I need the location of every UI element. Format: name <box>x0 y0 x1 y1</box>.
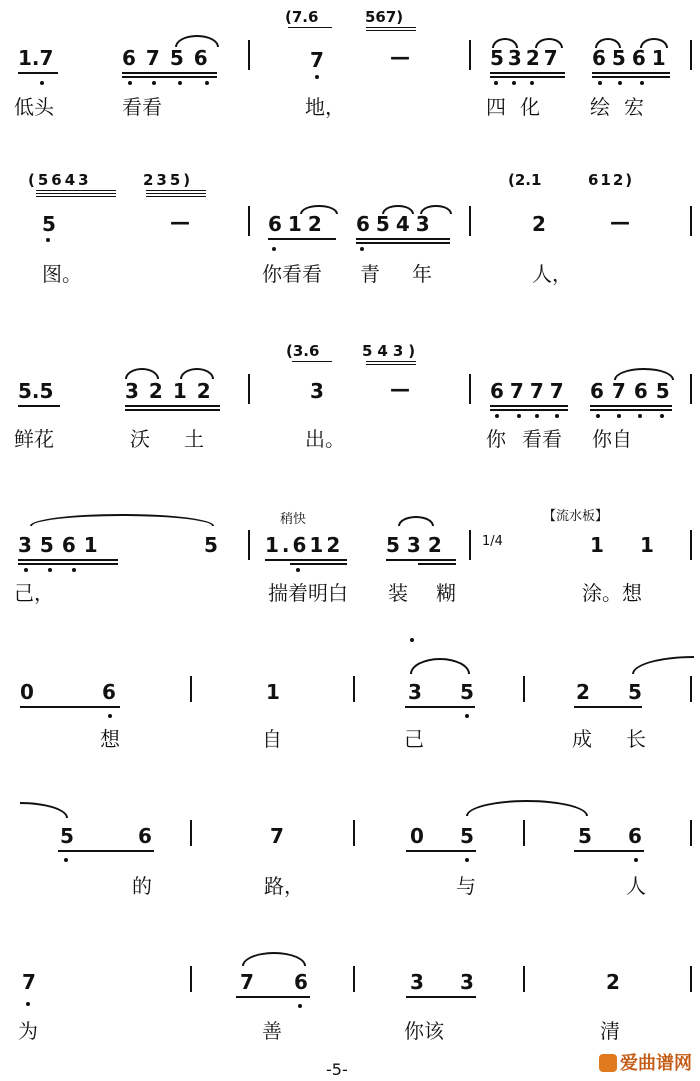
lyric: 涂。想 <box>582 581 642 605</box>
lyric: 沃 <box>130 427 150 451</box>
note-group: 5 <box>60 824 74 848</box>
note-group: 532 <box>386 533 449 557</box>
note-group: 7 <box>240 970 254 994</box>
lyric: 看看 <box>522 427 562 451</box>
lyric: 想 <box>100 727 120 751</box>
lyric: 土 <box>184 427 204 451</box>
grace-notes: (7.6 <box>285 8 319 26</box>
music-icon <box>599 1054 617 1072</box>
lyric: 糊 <box>436 581 456 605</box>
note-group: 0 <box>410 824 424 848</box>
lyric: 揣着明白 <box>268 581 348 605</box>
note-group: 3 <box>310 379 324 403</box>
lyric: 人， <box>532 262 572 286</box>
lyric: 绘宏 <box>590 95 658 119</box>
note-group: 1 <box>266 680 280 704</box>
lyric: 人 <box>626 874 646 898</box>
note-group: 5.5 <box>18 379 54 403</box>
note-group: 6543 <box>356 212 436 236</box>
note-group: 3 <box>408 680 422 704</box>
note-group: 1.612 <box>265 533 344 557</box>
lyric: 四化 <box>486 95 554 119</box>
lyric: 鲜花 <box>14 427 54 451</box>
lyric: 你该 <box>404 1019 444 1043</box>
note-group: 6 <box>138 824 152 848</box>
lyric: 与 <box>456 874 476 898</box>
note-group: 6 <box>628 824 642 848</box>
lyric: 你 <box>486 427 506 451</box>
note-group: 0 <box>20 680 34 704</box>
lyric: 长 <box>626 727 646 751</box>
note-group: 1 <box>640 533 654 557</box>
lyric: 青 <box>360 262 380 286</box>
grace-notes: 612) <box>588 171 635 189</box>
note-group: 1 <box>590 533 604 557</box>
lyric: 装 <box>388 581 408 605</box>
lyric: 年 <box>412 262 432 286</box>
note-group: 612 <box>268 212 328 236</box>
dash-note: — <box>170 210 190 234</box>
lyric: 出。 <box>305 427 345 451</box>
note-group: 5327 <box>490 46 562 70</box>
grace-notes: (5643 <box>28 171 92 189</box>
lyric: 图。 <box>42 262 82 286</box>
note-group: 6765 <box>590 379 678 403</box>
time-signature: 1/4 <box>482 534 503 549</box>
note-group: 5 <box>578 824 592 848</box>
note-group: 6561 <box>592 46 672 70</box>
note-group: 7 <box>22 970 36 994</box>
lyric: 成 <box>572 727 592 751</box>
lyric: 自 <box>262 727 282 751</box>
note-group: 5 <box>42 212 56 236</box>
note-group: 3 <box>460 970 474 994</box>
lyric: 你自 <box>592 427 632 451</box>
page-number: -5- <box>326 1060 348 1079</box>
lyric: 己， <box>14 581 54 605</box>
note-group: 5 <box>460 824 474 848</box>
note-group: 6756 <box>122 46 218 70</box>
lyric: 看看 <box>122 95 162 119</box>
grace-notes: 543) <box>362 342 421 360</box>
note-group: 6777 <box>490 379 570 403</box>
lyric: 善 <box>262 1019 282 1043</box>
lyric: 地， <box>305 95 345 119</box>
note-group: 2 <box>576 680 590 704</box>
watermark <box>599 1049 692 1075</box>
note-group: 3212 <box>125 379 221 403</box>
note-group: 3561 <box>18 533 106 557</box>
lyric: 你看看 <box>262 262 322 286</box>
note-group: 3 <box>410 970 424 994</box>
grace-notes: 567) <box>365 8 404 26</box>
note-group: 2 <box>606 970 620 994</box>
note-group: 5 <box>204 533 218 557</box>
lyric: 己 <box>404 727 424 751</box>
dash-note: — <box>390 377 410 401</box>
lyric: 低头 <box>14 95 54 119</box>
note-group: 2 <box>532 212 546 236</box>
lyric: 路， <box>264 874 304 898</box>
section-mark: 【流水板】 <box>543 509 609 524</box>
note-group: 7 <box>270 824 284 848</box>
grace-notes: (2.1 <box>508 171 542 189</box>
note-group: 7 <box>310 48 324 72</box>
grace-notes: 235) <box>143 171 194 189</box>
note-group: 6 <box>102 680 116 704</box>
lyric: 的 <box>132 874 152 898</box>
watermark-text: 爱曲谱网 <box>620 1053 692 1074</box>
note-group: 5 <box>460 680 474 704</box>
dash-note: — <box>610 210 630 234</box>
note-group: 1.7 <box>18 46 54 70</box>
dash-note: — <box>390 45 410 69</box>
tempo-mark: 稍快 <box>280 512 307 527</box>
grace-notes: (3.6 <box>286 342 320 360</box>
note-group: 5 <box>628 680 642 704</box>
note-group: 6 <box>294 970 308 994</box>
lyric: 为 <box>18 1019 38 1043</box>
lyric: 清 <box>600 1019 620 1043</box>
